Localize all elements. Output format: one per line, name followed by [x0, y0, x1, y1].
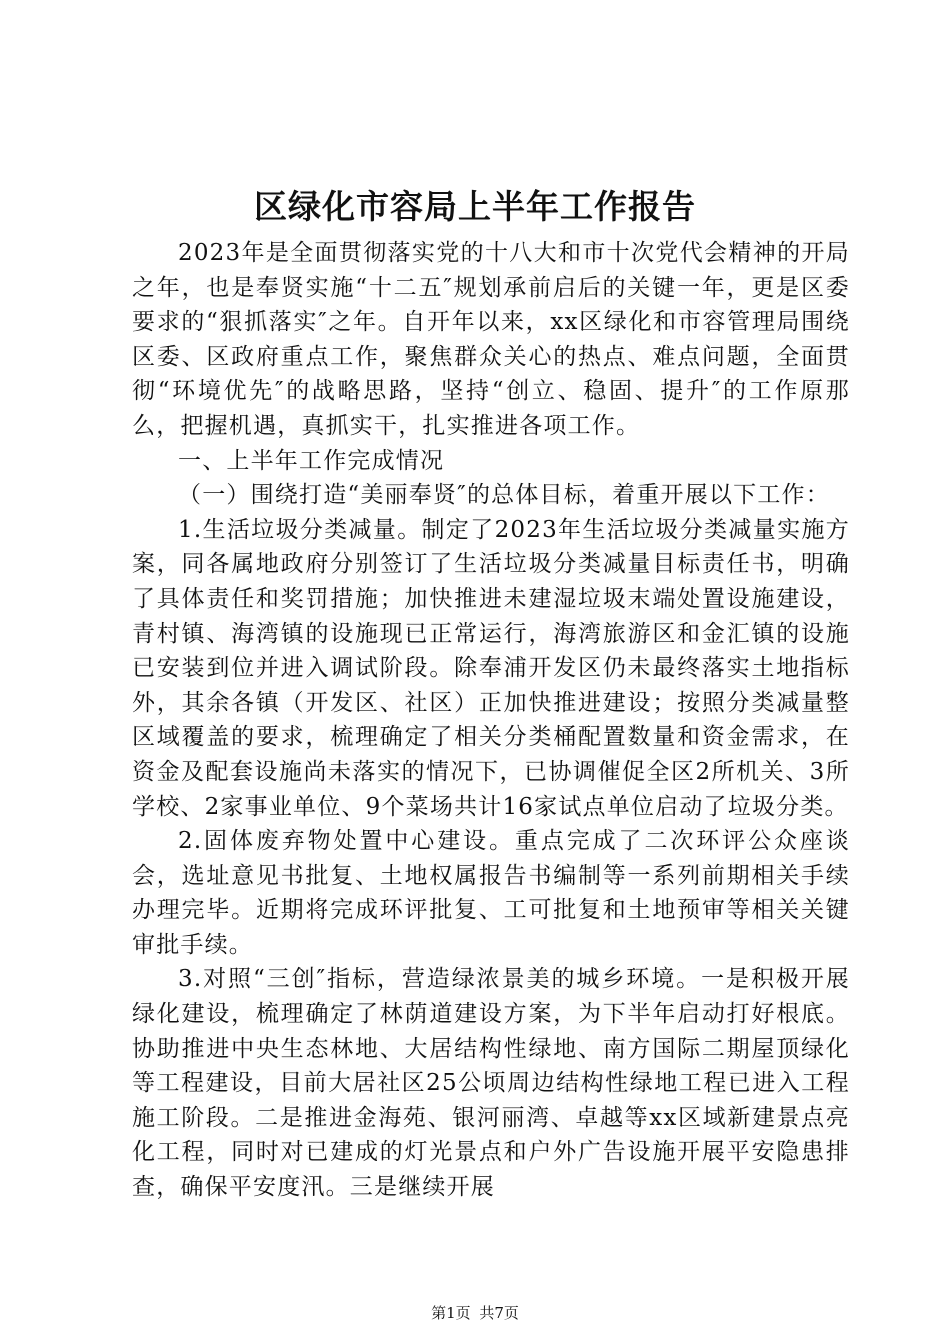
page-title: 区绿化市容局上半年工作报告 — [254, 187, 696, 226]
paragraph-item-2: 2.固体废弃物处置中心建设。重点完成了二次环评公众座谈会，选址意见书批复、土地权属报告书编制等一系列前期相关手续办理完毕。近期将完成环评批复、工可批复和土地预审等相关关键审批手续。 — [132, 828, 850, 958]
paragraph-item-1: 1.生活垃圾分类减量。制定了2023年生活垃圾分类减量实施方案，同各属地政府分别签订了生活垃圾分类减量目标责任书，明确了具体责任和奖罚措施；加快推进未建湿垃圾末端处置设施建设，青村镇、海湾镇的设施现已正常运行，海湾旅游区和金汇镇的设施已安装到位并进入调试阶段。除奉浦开发区仍未最终落实土地指标外，其余各镇（开发区、社区）正加快推进建设；按照分类减量整区域覆盖的要求，梳理确定了相关分类桶配置数量和资金需求，在资金及配套设施尚未落实的情况下，已协调催促全区2所机关、3所学校、2家事业单位、9个菜场共计16家试点单位启动了垃圾分类。 — [132, 516, 850, 820]
page-number: 第1页 — [431, 1304, 471, 1322]
paragraph-item-3: 3.对照“三创″指标，营造绿浓景美的城乡环境。一是积极开展绿化建设，梳理确定了林荫道建设方案，为下半年启动打好根底。协助推进中央生态林地、大居结构性绿地、南方国际二期屋顶绿化等工程建设，目前大居社区25公顷周边结构性绿地工程已进入工程施工阶段。二是推进金海苑、银河丽湾、卓越等xx区域新建景点亮化工程，同时对已建成的灯光景点和户外广告设施开展平安隐患排查，确保平安度汛。三是继续开展 — [132, 966, 850, 1201]
subsection-heading: （一）围绕打造“美丽奉贤″的总体目标，着重开展以下工作： — [178, 482, 830, 509]
section-heading: 一、上半年工作完成情况 — [178, 447, 445, 474]
page-total: 共7页 — [479, 1304, 519, 1322]
page-footer — [0, 1303, 950, 1323]
document-body — [132, 236, 850, 1205]
paragraph-intro: 2023年是全面贯彻落实党的十八大和市十次党代会精神的开局之年，也是奉贤实施“十二五″规划承前启后的关键一年，更是区委要求的“狠抓落实″之年。自开年以来，xx区绿化和市容管理局围绕区委、区政府重点工作，聚焦群众关心的热点、难点问题，全面贯彻“环境优先″的战略思路，坚持“创立、稳固、提升″的工作原那么，把握机遇，真抓实干，扎实推进各项工作。 — [132, 240, 850, 439]
